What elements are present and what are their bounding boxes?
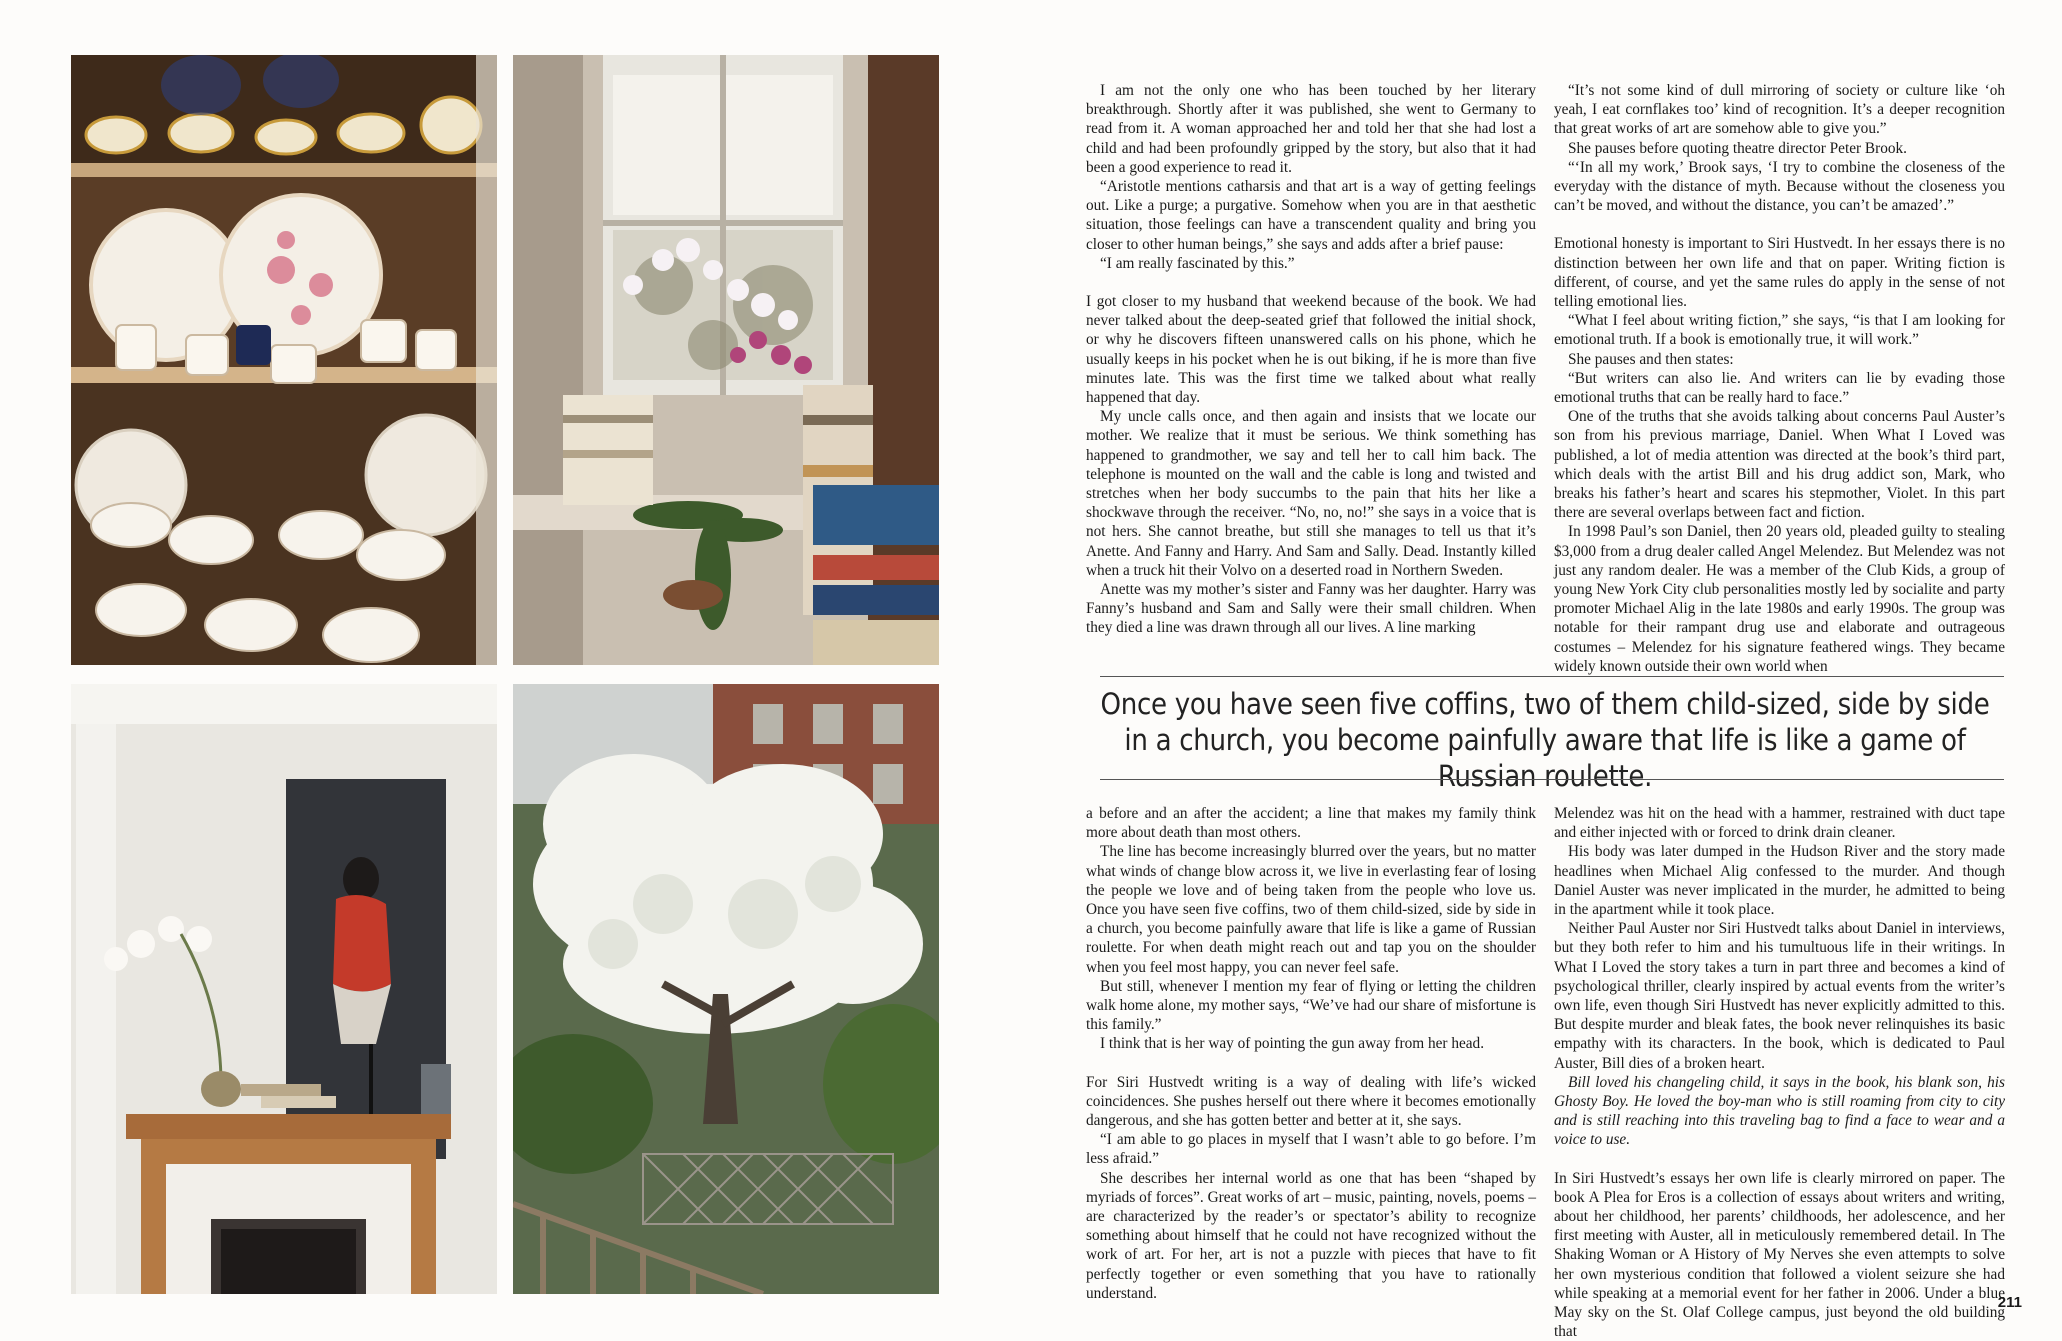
paragraph: “But writers can also lie. And writers can lie by evading those emotional truths that can be really hard to face.” [1554,369,2005,407]
paragraph: a before and an after the accident; a line that makes my family think more about death than most others. [1086,805,1536,842]
paragraph: “I am really fascinated by this.” [1100,254,1295,272]
dogwood-tree-photo [513,684,939,1294]
paragraph: “It’s not some kind of dull mirroring of society or culture like ‘oh yeah, I eat cornflakes too’ kind of recognition. It’s a deeper recognition that great works of art are somehow able to give you.” [1554,82,2005,138]
paragraph: In 1998 Paul’s son Daniel, then 20 years old, pleaded guilty to stealing $3,000 from a drug dealer called Angel Melendez. But Melendez was not just any random dealer. He was a member of the Club Kids, a group of young New York City club personalities mostly led by socialite and party promoter Michael Alig in the late 1980s and early 1990s. The group was notable for their rampant drug use and elaborate and outrageous costumes – Melendez for his signature feathered wings. They became widely known outside their own world when [1554,523,2005,675]
paragraph: “‘In all my work,’ Brook says, ‘I try to combine the closeness of the everyday with the distance of myth. Because without the closeness you can’t be moved, and without the distance, you can’t be amazed’.” [1554,158,2005,215]
paragraph: “Aristotle mentions catharsis and that art is a way of getting feelings out. Like a purge; a purgative. Somehow when you are in that aesthetic situation, those feelings can have a transcendent quality and bring you closer to other human beings,” she says and adds after a brief pause: [1086,178,1536,253]
paragraph: But still, whenever I mention my fear of flying or letting the children walk home alone, my mother says, “We’ve had our share of misfortune is this family.” [1086,977,1536,1034]
paragraph: She describes her internal world as one that has been “shaped by myriads of forces”. Great works of art – music, painting, novels, poems – are characterized by the reader’s or spectator’s ability to recognize something about himself that he could not have recognized without the work of art. For her, art is not a puzzle with pieces that have to fit perfectly together or even something that you have to rationally understand. [1086,1169,1536,1302]
paragraph: She pauses and then states: [1568,350,1734,368]
paragraph: Emotional honesty is important to Siri Hustvedt. In her essays there is no distinction between her own life and that on paper. Writing fiction is different, of course, and yet the same rules do apply in the sense of not telling emotional lies. [1554,235,2005,311]
window-orchids-books-photo [513,55,939,665]
paragraph: I got closer to my husband that weekend because of the book. We had never talked about the deep-seated grief that followed the initial shock, or why he discovers fifteen unanswered calls on his phone, which he usually keeps in his pocket when he is out biking, if he is more than five minutes late. This was the first time we talked about what really happened that day. [1086,293,1536,407]
paragraph: “I am able to go places in myself that I wasn’t able to go before. I’m less afraid.” [1086,1131,1536,1168]
paragraph: Neither Paul Auster nor Siri Hustvedt talks about Daniel in interviews, but they both refer to him and his tumultuous life in their writings. In What I Loved the story takes a turn in part three and becomes a kind of psychological thriller, clearly inspired by actual events from the writer’s own life, even though Siri Hustvedt has never explicitly admitted to this. But despite murder and bleak fates, the book never relinquishes its basic empathy with its characters. In the book, which is dedicated to Paul Auster, Bill dies of a broken heart. [1554,920,2005,1072]
pull-quote-rule-top [1100,676,2004,677]
china-cabinet-photo [71,55,497,665]
italic-quote-paragraph: Bill loved his changeling child, it says in the book, his blank son, his Ghosty Boy. He loved the boy-man who is still roaming from city to city and is still reaching into this traveling bag to find a face to wear and a voice to use. [1554,1073,2005,1149]
text-column-1 [1086,81,1536,638]
pull-quote-rule-bottom [1100,779,2004,780]
paragraph: She pauses before quoting theatre director Peter Brook. [1568,139,1907,157]
fireplace-painting-photo [71,684,497,1294]
text-column-2 [1554,81,2005,676]
paragraph: The line has become increasingly blurred over the years, but no matter what winds of change blow across it, we live in everlasting fear of losing the people we love and of being taken from the people who love us. Once you have seen five coffins, two of them child-sized, side by side in a church, you become painfully aware that life is like a game of Russian roulette. For when death might reach out and tap you on the shoulder when you feel most happy, you can never feel safe. [1086,843,1536,976]
page-number: 211 [1997,1294,2022,1311]
text-column-3 [1086,804,1536,1303]
paragraph: I am not the only one who has been touched by her literary breakthrough. Shortly after it was published, she went to Germany to read from it. A woman approached her and told her that she had lost a child and had been profoundly gripped by the story, but also that it had been a good experience to read it. [1086,82,1536,176]
text-column-4 [1554,804,2005,1341]
pull-quote: Once you have seen five coffins, two of them child-sized, side by side in a church, you become painfully aware that life is like a game of Russian roulette. [1100,687,1990,793]
paragraph: Anette was my mother’s sister and Fanny was her daughter. Harry was Fanny’s husband and Sam and Sally were their small children. When they died a line was drawn through all our lives. A line marking [1086,581,1536,637]
paragraph: For Siri Hustvedt writing is a way of dealing with life’s wicked coincidences. She pushes herself out there where it becomes emotionally dangerous, and she has gotten better and better at it, she says. [1086,1073,1536,1130]
paragraph: Melendez was hit on the head with a hammer, restrained with duct tape and either injected with or forced to drink drain cleaner. [1554,805,2005,842]
paragraph: “What I feel about writing fiction,” she says, “is that I am looking for emotional truth. If a book is emotionally true, it will work.” [1554,312,2005,349]
paragraph: In Siri Hustvedt’s essays her own life is clearly mirrored on paper. The book A Plea for Eros is a collection of essays about writers and writing, about her childhood, her parents’ childhoods, her adolescence, and her first meeting with Auster, all in meticulously remembered detail. In The Shaking Woman or A History of My Nerves she even attempts to solve her own mysterious condition that followed a violent seizure she had while speaking at a memorial event for her father in 2006. Under a blue May sky on the St. Olaf College campus, just beyond the old building that [1554,1169,2005,1341]
paragraph: One of the truths that she avoids talking about concerns Paul Auster’s son from his previous marriage, Daniel. When What I Loved was published, a lot of media attention was directed at the book’s third part, which deals with the artist Bill and his drug addict son, Mark, who breaks his father’s heart and scares his stepmother, Violet. In this part there are several overlaps between fact and fiction. [1554,408,2005,522]
paragraph: I think that is her way of pointing the gun away from her head. [1100,1035,1485,1053]
paragraph: His body was later dumped in the Hudson River and the story made headlines when Michael Alig confessed to the murder. And though Daniel Auster was never implicated in the murder, he admitted to being in the apartment while it took place. [1554,843,2005,919]
paragraph: My uncle calls once, and then again and insists that we locate our mother. We realize that it must be serious. We think something has happened to grandmother, we say and tell her to call him back. The telephone is mounted on the wall and the cable is long and twisted and stretches when her body succumbs to the pain that hits her like a shockwave through the receiver. “No, no, no!” she says in a voice that is not hers. She cannot breathe, but still she manages to tell us that it’s Anette. And Fanny and Harry. And Sam and Sally. Dead. Instantly killed when a truck hit their Volvo on a deserted road in Northern Sweden. [1086,408,1536,579]
